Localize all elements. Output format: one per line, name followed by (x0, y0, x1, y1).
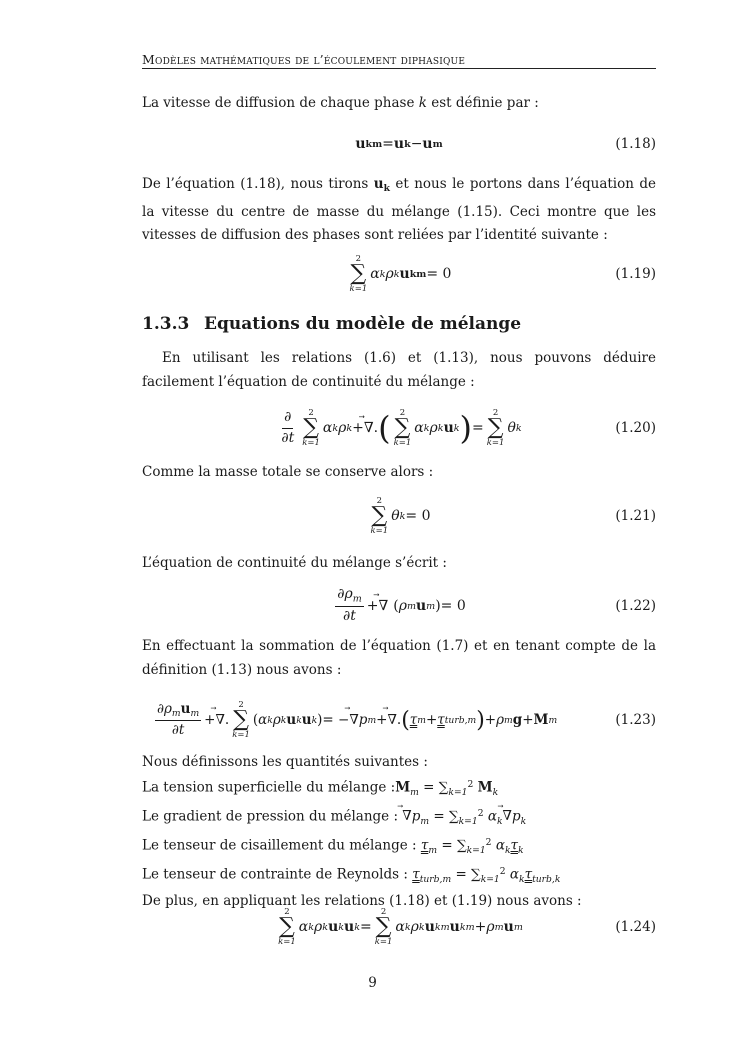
equation-1-19: 2 ∑ k=1 α k ρ k u km = 0 (1.19) (349, 253, 656, 294)
definitions-intro: Nous définissons les quantités suivantes : (142, 754, 428, 770)
running-head: Modèles mathématiques de l’écoulement diphasique (142, 52, 466, 67)
equation-1-24: 2 ∑ k=1 α k ρ k u k u k = 2 ∑ k=1 α k ρ k u km u km + ρ m u m (1.24) (278, 906, 656, 947)
definitions-outro: De plus, en appliquant les relations (1.18) et (1.19) nous avons : (142, 892, 582, 909)
definition-reynolds-tensor: Le tenseur de contrainte de Reynolds : $\tau_{turb,m} = \sum_{k=1}^2$ $\alpha_k\tau_{turb,k}$ (142, 866, 561, 886)
definitions-block (142, 752, 656, 912)
equation-1-22: $\frac{\partial\rho_m}{\partial t}$ + ⃗ ∇ ( ρ m u m ) = 0 (1.22) (142, 586, 656, 626)
paragraph-continuity-intro: En utilisant les relations (1.6) et (1.13), nous pouvons déduire facilement l’équation de continuité du mélange : (142, 350, 656, 390)
paragraph-continuity-written: L’équation de continuité du mélange s’écrit : (142, 555, 447, 571)
equation-1-23: $\frac{\partial\rho_mu_m}{\partial t}$ + ⃗ ∇ . 2 ∑ k=1 ( α k ρ k u k u k ) = − ⃗ ∇ p m + ⃗ ∇ . ( τ m + τ turb,m ) + ρ m g + M m (1.23) (142, 696, 656, 744)
definition-surface-tension: La tension superficielle du mélange $:M_m = \sum_{k=1}^2$ $M_k$ (142, 778, 499, 798)
paragraph-mass-conservation: Comme la masse totale se conserve alors : (142, 464, 434, 480)
page-number: 9 (368, 975, 377, 991)
equation-1-21: 2 ∑ k=1 θ k = 0 (1.21) (370, 495, 656, 536)
equation-1-18: u km = u k − u m (1.18) (355, 136, 656, 152)
definition-shear-tensor: Le tenseur de cisaillement du mélange : $\tau_m = \sum_{k=1}^2$ $\alpha_k\tau_k$ (142, 837, 524, 856)
paragraph-summation: En effectuant la sommation de l’équation (1.7) et en tenant compte de la définition (1.13) nous avons : (142, 638, 656, 678)
header-rule (142, 68, 656, 69)
equation-number: (1.18) (615, 136, 656, 152)
equation-1-20: $\frac{\partial}{\partial t}$ 2 ∑ k=1 α k ρ k + ⃗ ∇ . ( 2 ∑ k=1 α k ρ k u k ) = 2 ∑ k=1 θ k (1.20) (142, 404, 656, 452)
definition-pressure-gradient: Le gradient de pression du mélange : ⃗ $\nabla p_m = \sum_{k=1}^2$ $\alpha_k⃗$ $\nabla p_k$ (142, 803, 656, 832)
paragraph-diffusion-velocity: La vitesse de diffusion de chaque phase k est définie par : (142, 95, 539, 111)
paragraph-mass-center: De l’équation (1.18), nous tirons $u_k$ et nous le portons dans l’équation de la vitesse du centre de masse du mélange (1.15). Ceci montre que les vitesses de diffusion des phases sont reliées par l’identité suivante : (142, 176, 656, 244)
section-heading: 1.3.3 Equations du modèle de mélange (142, 314, 522, 334)
